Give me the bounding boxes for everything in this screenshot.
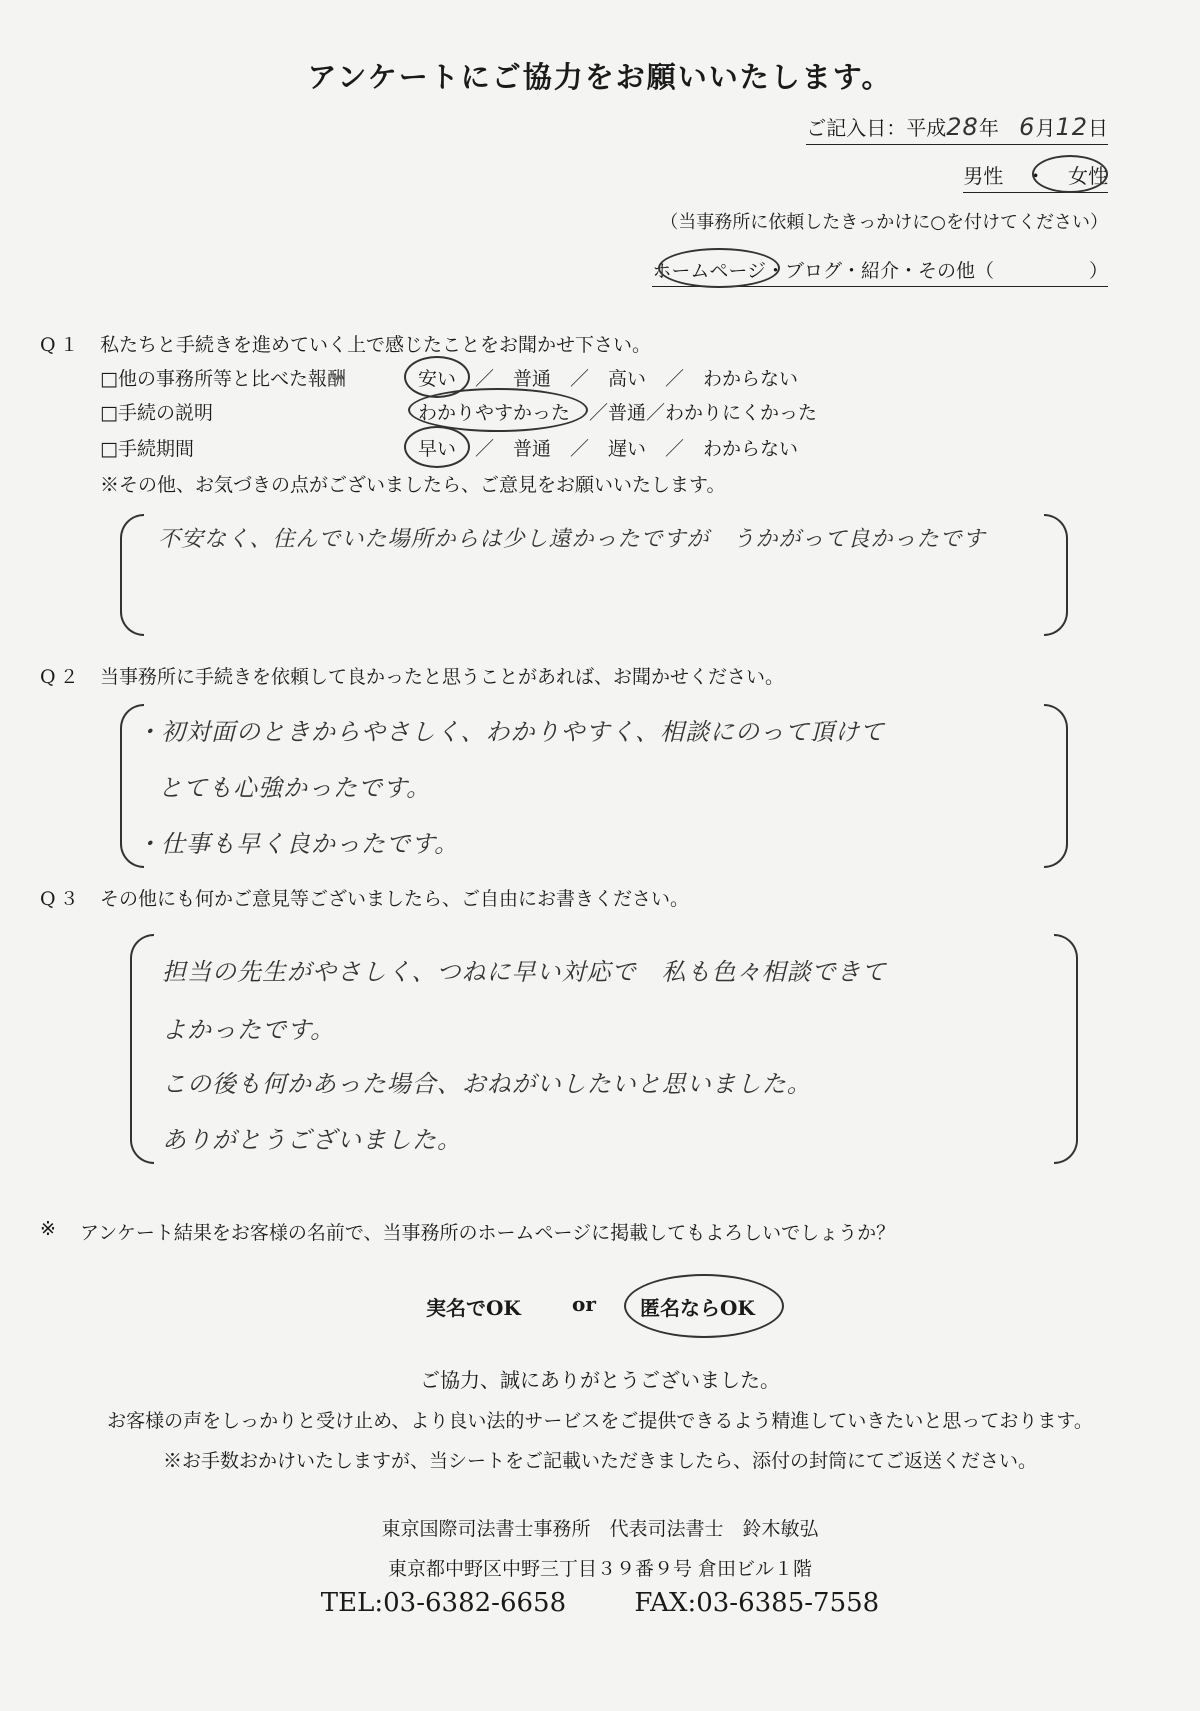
day-value: 12 bbox=[1055, 113, 1088, 141]
closing-return-note: ※お手数おかけいたしますが、当シートをご記載いただきましたら、添付の封筒にてご返送ください。 bbox=[162, 1450, 1037, 1472]
q1-answer-bracket-right bbox=[1044, 514, 1068, 636]
homepage-selection-circle bbox=[658, 248, 780, 288]
page-title: アンケートにご協力をお願いいたします。 bbox=[307, 60, 893, 94]
footer-tel: TEL:03-6382-6658 bbox=[320, 1588, 567, 1618]
publish-option-anonymous: 匿名ならOK bbox=[640, 1296, 755, 1320]
q1-other-prompt: ※その他、お気づきの点がございましたら、ご意見をお願いいたします。 bbox=[100, 474, 726, 496]
publish-question: アンケート結果をお客様の名前で、当事務所のホームページに掲載してもよろしいでしょうか？ bbox=[80, 1222, 896, 1244]
month-unit: 月 bbox=[1035, 116, 1056, 140]
period-selection-circle bbox=[404, 426, 470, 468]
publish-mark: ※ bbox=[40, 1218, 56, 1240]
year-unit: 年 bbox=[978, 116, 999, 140]
q2-answer-line: とても心強かったです。 bbox=[158, 774, 432, 802]
date-row bbox=[806, 112, 1108, 145]
female-selection-circle bbox=[1032, 155, 1108, 193]
footer-fax: FAX:03-6385-7558 bbox=[634, 1588, 880, 1618]
q3-number: Q３ bbox=[40, 888, 83, 910]
publish-option-real-name: 実名でOK bbox=[426, 1296, 521, 1320]
q2-question: 当事務所に手続きを依頼して良かったと思うことがあれば、お聞かせください。 bbox=[100, 666, 785, 688]
q2-answer-bracket-right bbox=[1044, 704, 1068, 868]
q3-question: その他にも何かご意見等ございましたら、ご自由にお書きください。 bbox=[100, 888, 690, 910]
q1-answer: 不安なく、住んでいた場所からは少し遠かったですが うかがって良かったです bbox=[158, 527, 986, 552]
footer-office: 東京国際司法書士事務所 代表司法書士 鈴木敏弘 bbox=[381, 1518, 819, 1540]
q1-answer-bracket-left bbox=[120, 514, 144, 636]
q3-answer-line: 担当の先生がやさしく、つねに早い対応で 私も色々相談できて bbox=[162, 958, 887, 986]
q3-answer-line: よかったです。 bbox=[162, 1016, 336, 1044]
q2-answer-line: ・初対面のときからやさしく、わかりやすく、相談にのって頂けて bbox=[136, 718, 885, 746]
q1-question: 私たちと手続きを進めていく上で感じたことをお聞かせ下さい。 bbox=[100, 334, 652, 356]
q1-row-explanation-label: □手続の説明 bbox=[100, 402, 213, 424]
q1-number: Q１ bbox=[40, 334, 83, 356]
closing-message: お客様の声をしっかりと受け止め、より良い法的サービスをご提供できるよう精進していきたいと思っております。 bbox=[107, 1410, 1093, 1432]
date-label: ご記入日：平成 bbox=[806, 116, 947, 140]
q1-row-fee-label: □他の事務所等と比べた報酬 bbox=[100, 368, 346, 390]
footer-contact bbox=[0, 1588, 1200, 1618]
q1-row-period-options: 早い ／ 普通 ／ 遅い ／ わからない bbox=[418, 438, 799, 460]
q2-answer-line: ・仕事も早く良かったです。 bbox=[136, 830, 460, 858]
q3-answer-bracket-left bbox=[130, 934, 154, 1164]
gender-male: 男性 bbox=[963, 164, 1004, 188]
q1-row-period-label: □手続期間 bbox=[100, 438, 194, 460]
anonymous-selection-circle bbox=[624, 1274, 784, 1338]
gender-separator: ・ bbox=[1025, 164, 1046, 188]
gender-female: 女性 bbox=[1068, 164, 1108, 188]
trigger-note: （当事務所に依頼したきっかけに○を付けてください） bbox=[660, 212, 1108, 233]
month-value: 6 bbox=[1019, 113, 1036, 141]
q3-answer-line: ありがとうございました。 bbox=[162, 1126, 462, 1154]
q1-row-explanation-options: わかりやすかった ／普通／わかりにくかった bbox=[418, 402, 818, 424]
trigger-options: ホームページ・ブログ・紹介・その他（ ） bbox=[652, 256, 1108, 287]
day-unit: 日 bbox=[1088, 116, 1108, 140]
q2-number: Q２ bbox=[40, 666, 83, 688]
q3-answer-line: この後も何かあった場合、おねがいしたいと思いました。 bbox=[162, 1070, 812, 1098]
era-year-value: 28 bbox=[946, 113, 979, 141]
footer-address: 東京都中野区中野三丁目３９番９号 倉田ビル１階 bbox=[387, 1558, 813, 1580]
closing-thanks: ご協力、誠にありがとうございました。 bbox=[420, 1368, 780, 1392]
q3-answer-bracket-right bbox=[1054, 934, 1078, 1164]
q1-row-fee-options: 安い ／ 普通 ／ 高い ／ わからない bbox=[418, 368, 799, 390]
publish-or: or bbox=[572, 1292, 596, 1316]
